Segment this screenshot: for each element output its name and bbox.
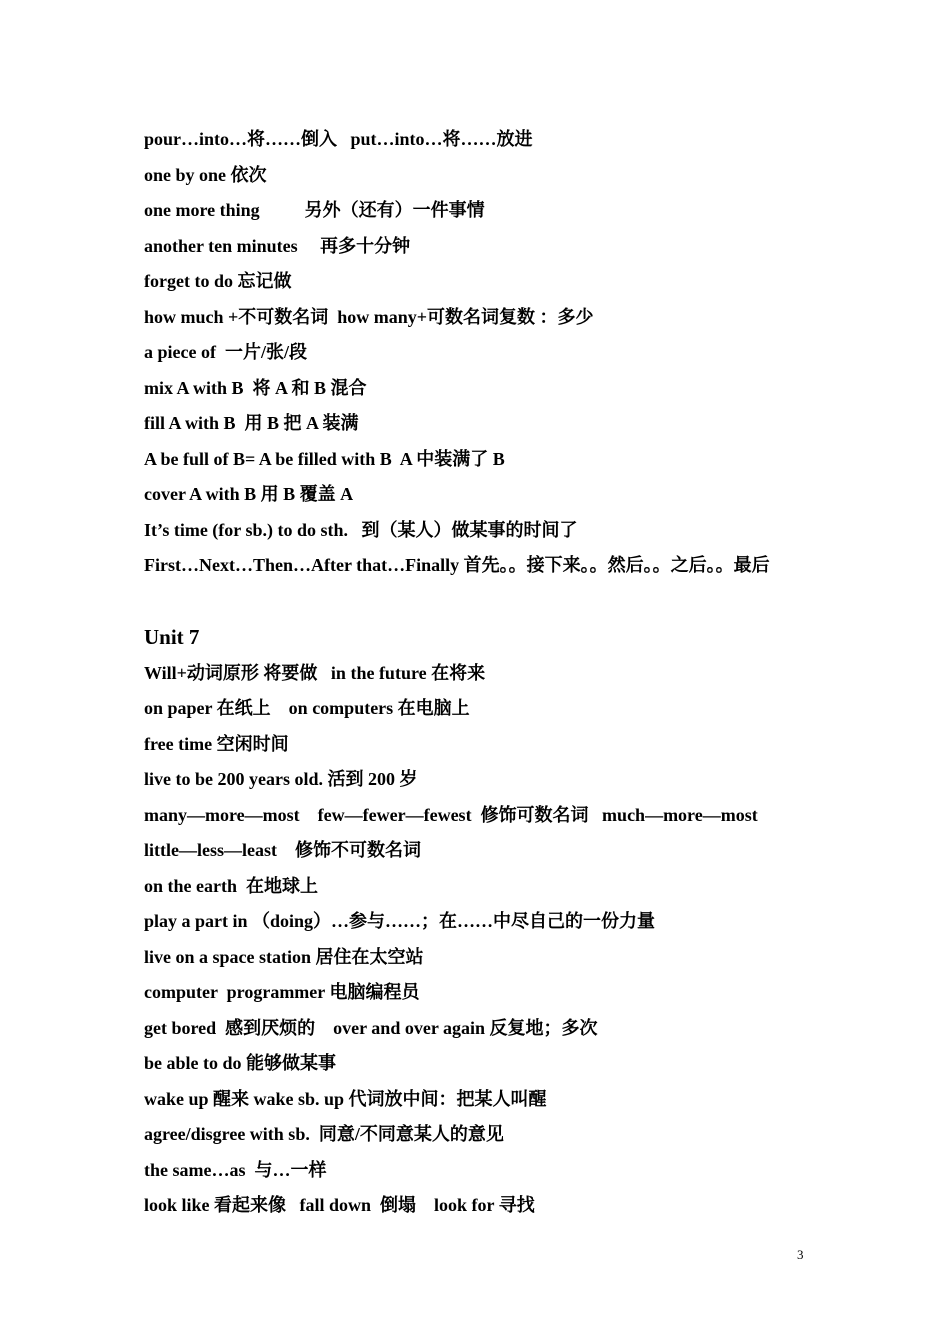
- section-spacer: [144, 584, 844, 618]
- phrase-line: another ten minutes 再多十分钟: [144, 235, 411, 256]
- phrase-line: pour…into…将……倒入 put…into…将……放进: [144, 129, 533, 149]
- phrase-line: free time 空闲时间: [144, 733, 289, 754]
- phrase-line: computer programmer 电脑编程员: [144, 982, 420, 1002]
- phrase-line: get bored 感到厌烦的 over and over again 反复地；多次: [144, 1017, 598, 1038]
- phrase-line: wake up 醒来 wake sb. up 代词放中间：把某人叫醒: [144, 1088, 547, 1109]
- phrase-line: play a part in （doing）…参与……；在……中尽自己的一份力量: [144, 911, 656, 931]
- phrase-line: the same…as 与…一样: [144, 1159, 327, 1180]
- phrase-line: on the earth 在地球上: [144, 875, 318, 896]
- phrase-line: look like 看起来像 fall down 倒塌 look for 寻找: [144, 1195, 535, 1215]
- phrase-line: a piece of 一片/张/段: [144, 342, 307, 362]
- phrase-line: how much +不可数名词 how many+可数名词复数 ：多少: [144, 306, 594, 327]
- phrase-line: agree/disgree with sb. 同意/不同意某人的意见: [144, 1124, 504, 1144]
- phrase-line: little—less—least 修饰不可数名词: [144, 840, 421, 860]
- phrase-line: live on a space station 居住在太空站: [144, 946, 424, 967]
- phrase-line: be able to do 能够做某事: [144, 1053, 337, 1073]
- phrase-line: mix A with B 将 A 和 B 混合: [144, 377, 367, 398]
- phrase-line: First…Next…Then…After that…Finally 首先。。接下来。。然后。。之后。。最后: [144, 555, 770, 575]
- phrase-line: many—more—most few—fewer—fewest 修饰可数名词 much—more—most: [144, 804, 758, 825]
- phrase-line: It’s time (for sb.) to do sth. 到（某人）做某事的时间了: [144, 519, 578, 540]
- phrase-line: forget to do 忘记做: [144, 271, 292, 291]
- phrase-line: on paper 在纸上 on computers 在电脑上: [144, 698, 470, 718]
- phrase-line: A be full of B= A be filled with B A 中装满了 B: [144, 448, 505, 469]
- phrase-line: one by one 依次: [144, 164, 267, 185]
- phrase-line: Will+动词原形 将要做 in the future 在将来: [144, 662, 486, 683]
- phrase-line: one more thing 另外（还有）一件事情: [144, 200, 485, 220]
- page-number: 3: [797, 1247, 804, 1262]
- document-body: [144, 122, 844, 1224]
- phrase-line: cover A with B 用 B 覆盖 A: [144, 484, 354, 504]
- unit-heading: Unit 7: [144, 624, 200, 649]
- phrase-line: fill A with B 用 B 把 A 装满: [144, 413, 359, 433]
- phrase-line: live to be 200 years old. 活到 200 岁: [144, 769, 418, 789]
